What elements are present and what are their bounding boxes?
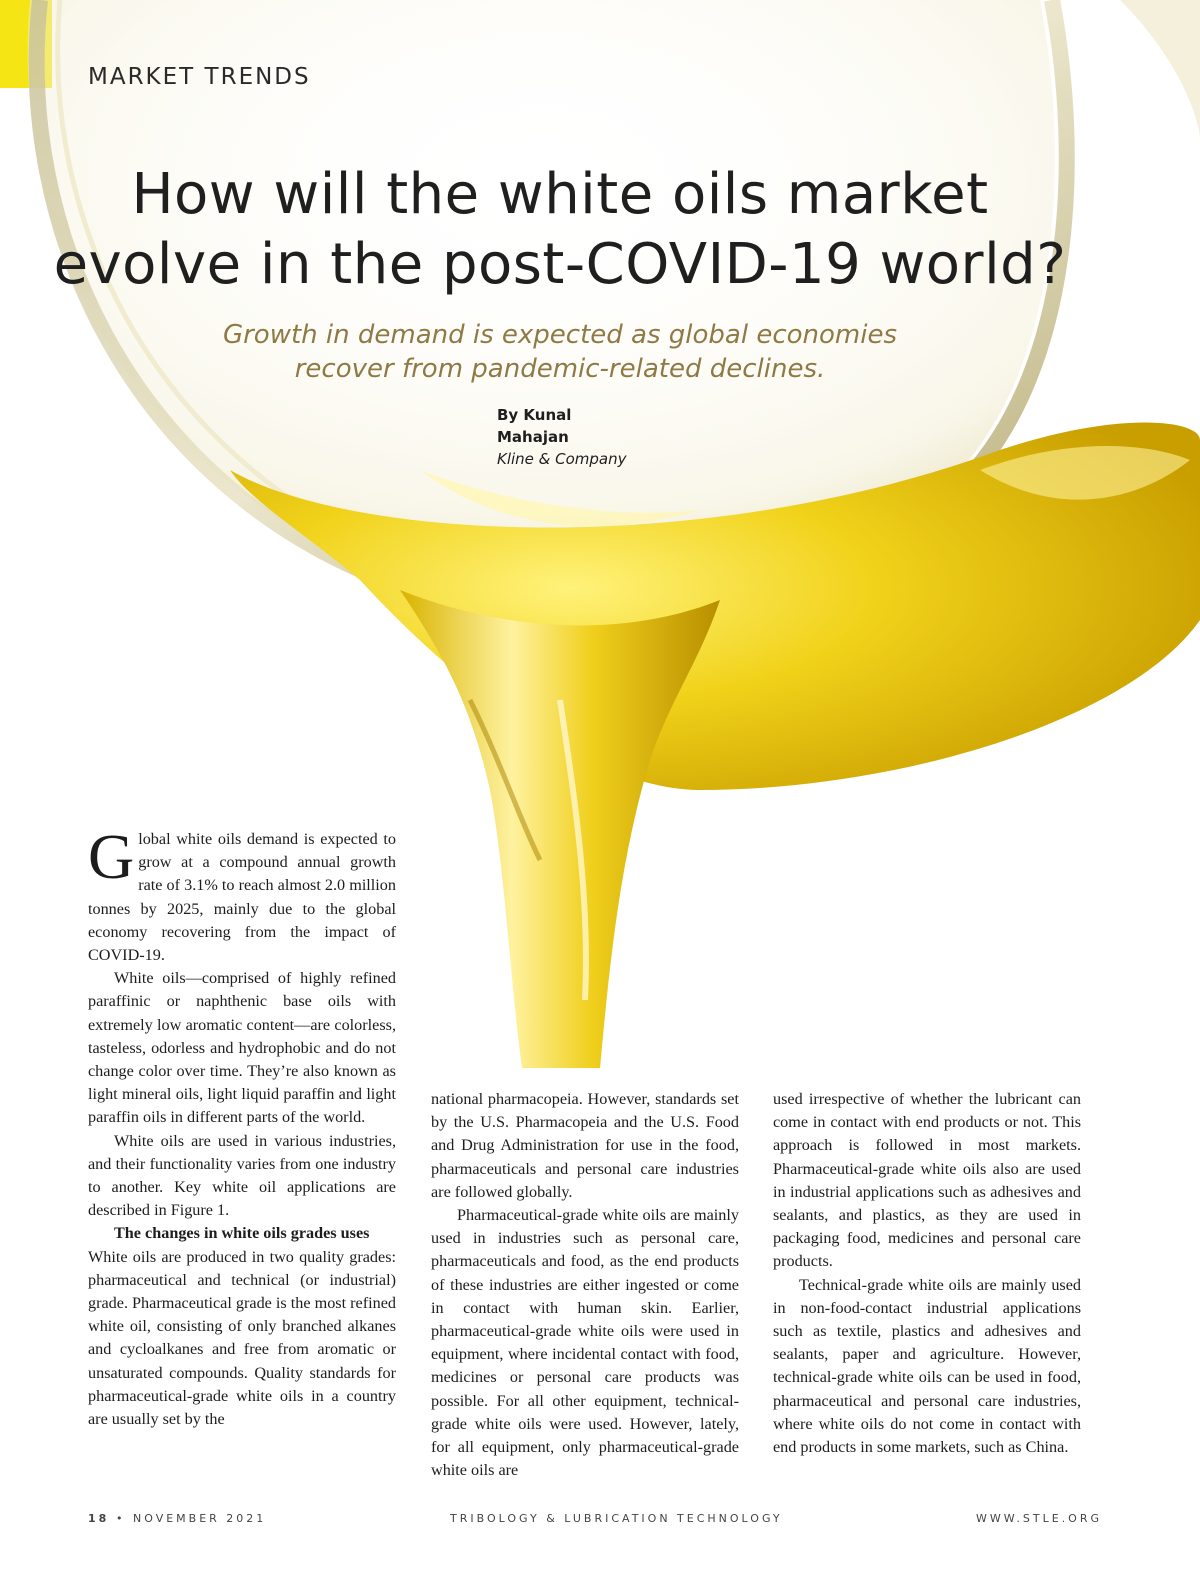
body-column-2 (431, 1088, 739, 1482)
author-name: By Kunal Mahajan (497, 406, 572, 446)
body-column-1 (88, 821, 396, 1431)
footer-separator: • (116, 1512, 126, 1525)
publication-name: TRIBOLOGY & LUBRICATION TECHNOLOGY (450, 1512, 783, 1525)
title-line-1: How will the white oils market (131, 162, 989, 227)
body-paragraph: White oils are used in various industries, and their functionality varies from one industry to another. Key white oil applications are described in Figure 1. (88, 1131, 396, 1220)
section-label: MARKET TRENDS (88, 64, 311, 90)
body-paragraph: national pharmacopeia. However, standards set by the U.S. Pharmacopeia and the U.S. Food and Drug Administration for use in the food, pharmaceuticals and personal care industries are followed globally. (431, 1090, 739, 1201)
article-title (0, 160, 1120, 300)
section-subheading: The changes in white oils grades uses (114, 1224, 370, 1243)
body-paragraph: White oils are produced in two quality grades: pharmaceutical and technical (or industrial) grade. Pharmaceutical grade is the most refined white oil, consisting of only branched alkanes and cycloalkanes and free from aromatic or unsaturated compounds. Quality standards for pharmaceutical-grade white oils in a country are usually set by the (88, 1247, 396, 1429)
headline-block (0, 160, 1120, 386)
paragraph-text: lobal white oils demand is expected to grow at a compound annual growth rate of 3.1% to reach almost 2.0 million tonnes by 2025, mainly due to the global economy recovering from the impact of COVID-19. (88, 830, 396, 965)
byline (497, 404, 637, 470)
body-paragraph: used irrespective of whether the lubricant can come in contact with end products or not. This approach is followed in most markets. Pharmaceutical-grade white oils also are used in industrial applications such as adhesives and sealants, and plastics, as they are used in packaging food, medicines and personal care products. (773, 1090, 1081, 1271)
body-paragraph (88, 821, 396, 967)
article-subtitle (180, 318, 940, 386)
body-paragraph: White oils—comprised of highly refined paraffinic or naphthenic base oils with extremely low aromatic content—are colorless, tasteless, odorless and hydrophobic and do not change color over time. They’re also known as light mineral oils, light liquid paraffin and light paraffin oils in different parts of the world. (88, 969, 396, 1127)
title-line-2: evolve in the post-COVID-19 world? (53, 232, 1067, 297)
issue-date: NOVEMBER 2021 (133, 1512, 267, 1525)
body-column-3 (773, 1088, 1081, 1459)
author-affiliation: Kline & Company (497, 450, 627, 468)
page-footer (88, 1512, 1102, 1532)
website-url: WWW.STLE.ORG (976, 1512, 1102, 1525)
body-paragraph: Technical-grade white oils are mainly used in non-food-contact industrial applications such as textile, plastics and adhesives and sealants, paper and agriculture. However, technical-grade white oils can be used in food, pharmaceutical and personal care industries, where white oils do not come in contact with end products in some markets, such as China. (773, 1275, 1081, 1457)
drop-cap: G (88, 821, 135, 892)
body-paragraph: Pharmaceutical-grade white oils are mainly used in industries such as personal care, pharmaceuticals and food, as the end products of these industries are either ingested or come in contact with human skin. Earlier, pharmaceutical-grade white oils were used in equipment, where incidental contact with food, medicines or personal care products was possible. For all other equipment, technical-grade white oils were used. However, lately, for all equipment, only pharmaceutical-grade white oils are (431, 1206, 739, 1480)
subtitle-line-1: Growth in demand is expected as global economies (222, 320, 898, 350)
oil-stream (400, 590, 720, 1068)
subtitle-line-2: recover from pandemic-related declines. (294, 354, 826, 384)
page-number: 18 (88, 1512, 110, 1525)
